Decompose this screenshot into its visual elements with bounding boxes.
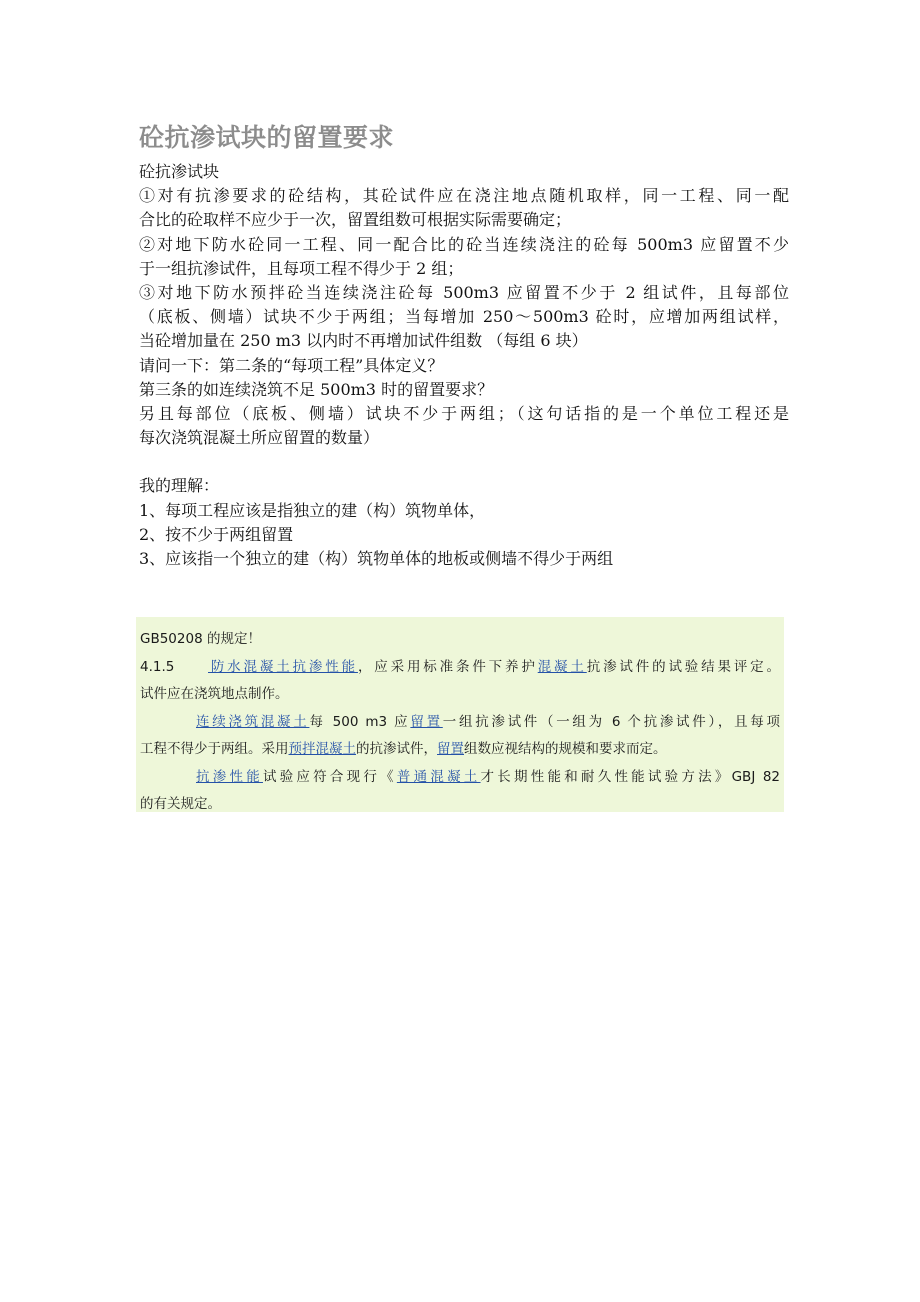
gb-clause-line (140, 654, 780, 682)
text-line: ②对地下防水砼同一工程、同一配合比的砼当连续浇注的砼每 500m3 应留置不少 (139, 234, 789, 254)
gb-heading: GB50208 的规定！ (140, 631, 261, 647)
link-waterproof-concrete-impermeability[interactable]: 防水混凝土抗渗性能 (208, 658, 358, 675)
gb-clause-line (140, 764, 780, 792)
clause-number: 4.1.5 (140, 658, 175, 675)
gb-text: 一组抗渗试件（一组为 6 个抗渗试件），且每项 (442, 713, 780, 730)
understanding-heading: 我的理解： (139, 476, 220, 496)
gb-text-line: 的有关规定。 (140, 796, 221, 812)
gb-clause-line (140, 709, 780, 737)
gb-text: 试验应符合现行《 (262, 768, 397, 785)
link-ready-mixed-concrete[interactable]: 预拌混凝土 (288, 741, 356, 757)
gb-text-line: 试件应在浇筑地点制作。 (140, 686, 289, 702)
gb50208-quote-box (136, 617, 784, 812)
link-impermeability[interactable]: 抗渗性能 (196, 768, 263, 785)
text-line: 当砼增加量在 250 m3 以内时不再增加试件组数 （每组 6 块） (139, 331, 588, 351)
gb-text: ，应采用标准条件下养护 (357, 658, 538, 675)
text-line: 每次浇筑混凝土所应留置的数量） (139, 428, 380, 448)
text-line: （底板、侧墙）试块不少于两组；当每增加 250～500m3 砼时，应增加两组试样， (139, 307, 789, 327)
gb-text: 才长期性能和耐久性能试验方法》GBJ 82 (480, 768, 780, 785)
text-line: ①对有抗渗要求的砼结构，其砼试件应在浇注地点随机取样，同一工程、同一配 (139, 186, 789, 206)
link-retention[interactable]: 留置 (437, 741, 464, 757)
blank-line (139, 450, 789, 474)
text-line: 合比的砼取样不应少于一次，留置组数可根据实际需要确定； (139, 210, 572, 230)
text-line: 请问一下：第二条的“每项工程”具体定义？ (139, 355, 444, 375)
link-ordinary-concrete[interactable]: 普通混凝土 (396, 768, 481, 785)
text-line: 另且每部位（底板、侧墙）试块不少于两组；（这句话指的是一个单位工程还是 (139, 403, 789, 423)
page-title: 砼抗渗试块的留置要求 (139, 123, 395, 152)
question-body (139, 160, 789, 571)
text-line: 砼抗渗试块 (139, 162, 220, 181)
link-retention[interactable]: 留置 (410, 713, 443, 730)
understanding-item: 2、按不少于两组留置 (139, 524, 294, 544)
gb-text-line (140, 736, 780, 764)
gb-text: 工程不得少于两组。采用 (140, 741, 289, 757)
link-concrete[interactable]: 混凝土 (537, 658, 587, 675)
gb-text: 每 500 m3 应 (309, 713, 411, 730)
text-line: ③对地下防水预拌砼当连续浇注砼每 500m3 应留置不少于 2 组试件，且每部位 (139, 282, 789, 302)
text-line: 于一组抗渗试件，且每项工程不得少于 2 组； (139, 258, 464, 278)
link-continuous-pouring-concrete[interactable]: 连续浇筑混凝土 (196, 713, 310, 730)
text-line: 第三条的如连续浇筑不足 500m3 时的留置要求？ (139, 379, 494, 399)
gb-text: 的抗渗试件， (356, 741, 437, 757)
understanding-item: 3、应该指一个独立的建（构）筑物单体的地板或侧墙不得少于两组 (139, 549, 614, 568)
gb-text: 组数应视结构的规模和要求而定。 (464, 741, 667, 757)
gb-text: 抗渗试件的试验结果评定。 (586, 658, 780, 675)
understanding-item: 1、每项工程应该是指独立的建（构）筑物单体， (139, 500, 486, 520)
